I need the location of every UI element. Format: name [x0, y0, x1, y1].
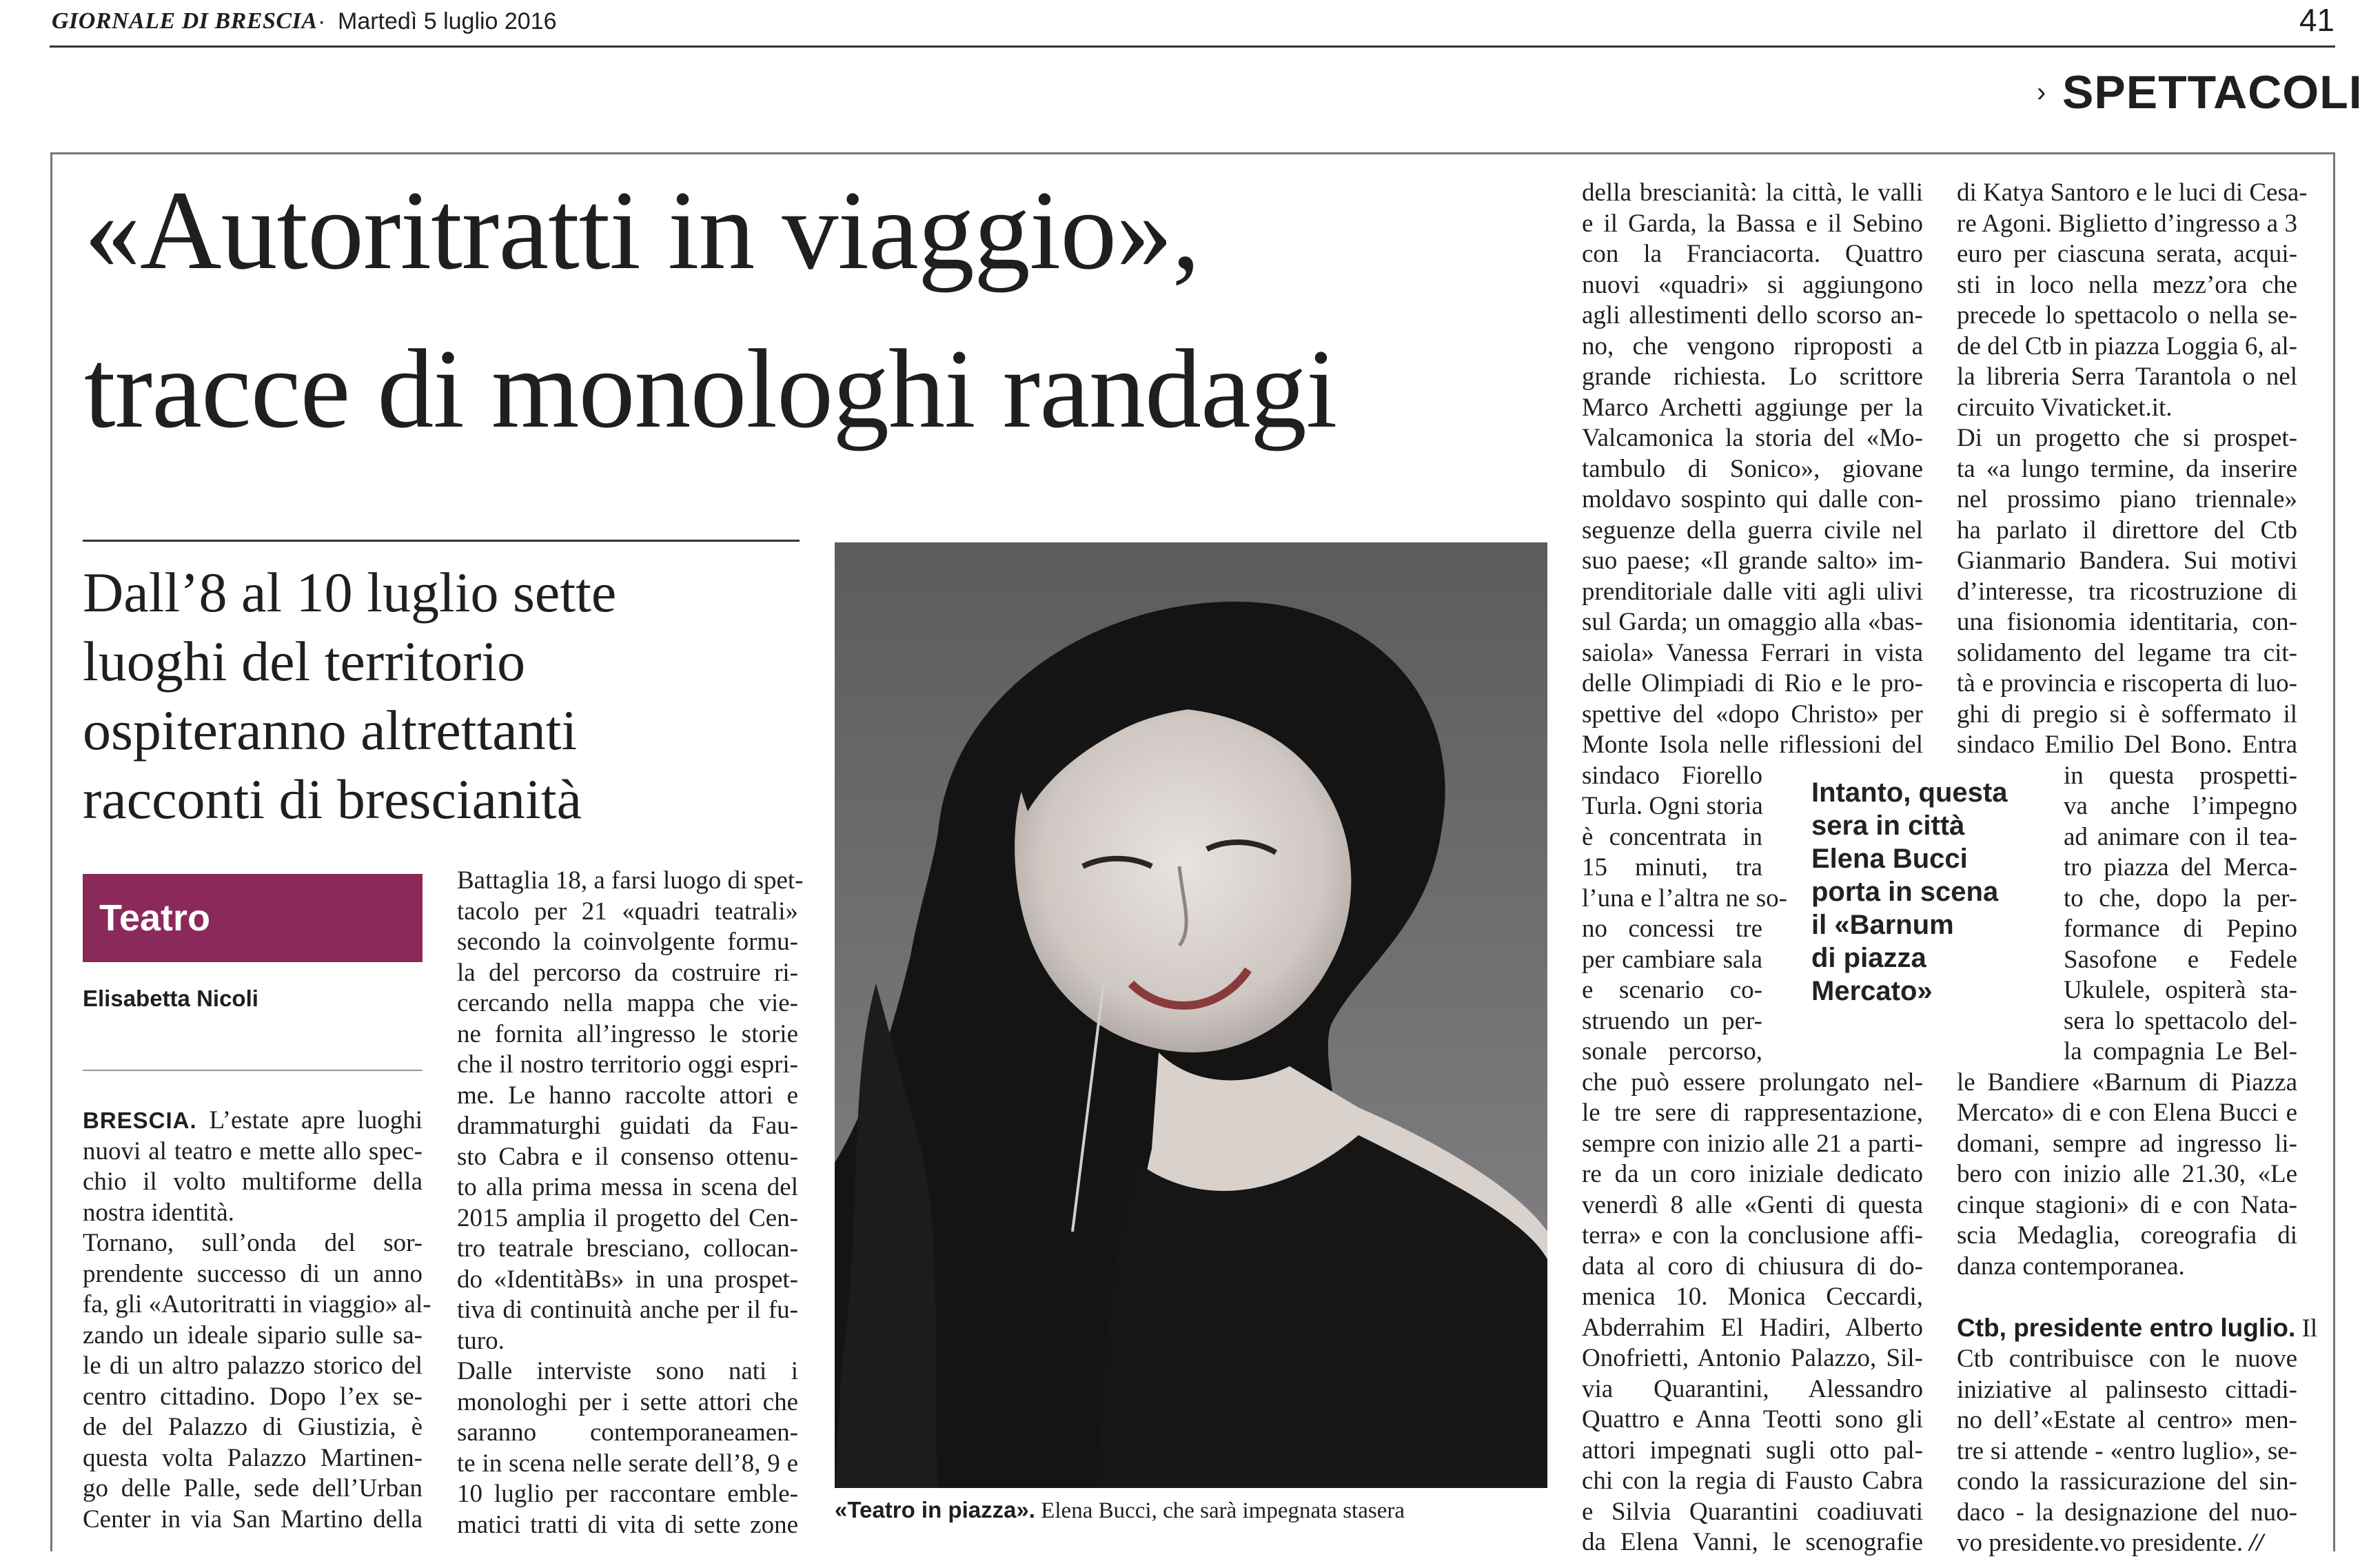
text-line: ha parlato il direttore del Ctb	[1957, 516, 2297, 544]
text-line: che il nostro territorio oggi espri-	[457, 1050, 798, 1079]
text-line: è concentrata in	[1582, 822, 1762, 851]
byline: Elisabetta Nicoli	[83, 986, 258, 1011]
article-column-2	[457, 866, 804, 1540]
text-line: domani, sempre ad ingresso li-	[1957, 1129, 2297, 1158]
text-line: solidamento del legame tra cit-	[1957, 638, 2297, 667]
text-line: tà e provincia e riscoperta di luo-	[1957, 669, 2297, 697]
text-line: 15 minuti, tra	[1582, 853, 1762, 882]
text-line: go delle Palle, sede dell’Urban	[83, 1474, 423, 1502]
byline-rule	[83, 1070, 423, 1071]
text-line: della brescianità: la città, le valli	[1582, 179, 1923, 207]
text-line: Marco Archetti aggiunge per la	[1582, 393, 1923, 422]
caption-text: Elena Bucci, che sarà impegnata stasera	[1035, 1498, 1405, 1523]
text-line: Center in via San Martino della	[83, 1505, 423, 1533]
text-line: prendente successo di un anno	[83, 1259, 423, 1288]
subheadline-line: ospiteranno altrettanti	[83, 699, 578, 762]
text-line: le di un altro palazzo storico del	[83, 1352, 423, 1380]
text-line: centro cittadino. Dopo l’ex se-	[83, 1382, 423, 1411]
text-span: vo presidente.	[2099, 1529, 2250, 1557]
text-line: moldavo sospinto qui dalle con-	[1582, 485, 1923, 513]
text-line: venerdì 8 alle «Genti di questa	[1582, 1190, 1923, 1219]
text-line: agli allestimenti dello scorso an-	[1582, 301, 1923, 329]
text-line: prenditoriale dalle viti agli ulivi	[1582, 577, 1923, 606]
text-line: di Katya Santoro e le luci di Cesa-	[1957, 179, 2308, 207]
text-line: no concessi tre	[1582, 915, 1762, 943]
text-line: Dalle interviste sono nati i	[457, 1357, 798, 1385]
text-line: terra» e con la conclusione affi-	[1582, 1221, 1923, 1250]
text-line: sti in loco nella mezz’ora che	[1957, 270, 2297, 299]
text-line: bero con inizio alle 21.30, «Le	[1957, 1160, 2297, 1188]
text-line: tacolo per 21 «quadri teatrali»	[457, 897, 798, 926]
text-line: re da un coro iniziale dedicato	[1582, 1160, 1923, 1188]
headline-line: tracce di monologhi randagi	[84, 327, 1337, 451]
text-line: attori impegnati sugli otto pal-	[1582, 1436, 1923, 1465]
text-line: le Bandiere «Barnum di Piazza	[1957, 1068, 2297, 1097]
text-line: monologhi per i sette attori che	[457, 1387, 798, 1416]
text-line: de del Ctb in piazza Loggia 6, al-	[1957, 332, 2297, 360]
page-number: 41	[2299, 2, 2335, 38]
text-line: l’una e l’altra ne so-	[1582, 884, 1787, 913]
paragraph-lead: Ctb, presidente entro luglio.	[1957, 1313, 2296, 1342]
header-rule	[50, 45, 2335, 48]
pull-quote-line: porta in scena	[1811, 877, 1999, 907]
text-line: delle Olimpiadi di Rio e le pro-	[1582, 669, 1923, 697]
text-line: nostra identità.	[83, 1198, 234, 1227]
section-title: SPETTACOLI	[2062, 66, 2363, 119]
text-line: te in scena nelle serate dell’8, 9 e	[457, 1449, 798, 1478]
text-line: le tre sere di rappresentazione,	[1582, 1099, 1923, 1127]
text-line: nel prossimo piano triennale»	[1957, 485, 2297, 513]
text-line: saranno contemporaneamen-	[457, 1418, 798, 1447]
text-line: to che, dopo la per-	[2064, 884, 2297, 913]
text-line: seguenze della guerra civile nel	[1582, 516, 1923, 544]
text-line: no, che vengono riproposti a	[1582, 332, 1923, 360]
text-line: nuovi al teatro e mette allo spec-	[83, 1137, 423, 1165]
text-line: ad animare con il tea-	[2064, 822, 2297, 851]
text-line: Valcamonica la storia del «Mo-	[1582, 424, 1923, 452]
dateline: BRESCIA.	[83, 1108, 197, 1133]
text-line: scia Medaglia, coreografia di	[1957, 1221, 2297, 1250]
text-line: sera lo spettacolo del-	[2064, 1006, 2297, 1035]
subheadline-line: luoghi del territorio	[83, 630, 526, 693]
text-line: e scenario co-	[1582, 976, 1762, 1004]
text-line: re Agoni. Biglietto d’ingresso a 3	[1957, 209, 2297, 238]
pull-quote-line: Intanto, questa	[1811, 777, 2008, 808]
text-line: vo presidente.vo presidente. //	[1957, 1529, 2264, 1557]
text-line: Ctb contribuisce con le nuove	[1957, 1345, 2297, 1373]
text-line	[83, 1105, 423, 1137]
text-line: la del percorso da costruire ri-	[457, 958, 798, 987]
issue-date: Martedì 5 luglio 2016	[338, 8, 557, 34]
text-line: tiva di continuità anche per il fu-	[457, 1296, 798, 1324]
text-line: ta «a lungo termine, da inserire	[1957, 454, 2297, 483]
subheadline-line: Dall’8 al 10 luglio sette	[83, 561, 617, 624]
text-line: formance di Pepino	[2064, 915, 2297, 943]
article-column-1	[83, 1105, 431, 1535]
text-line: va anche l’impegno	[2064, 792, 2297, 820]
text-line: to alla prima messa in scena del	[457, 1173, 798, 1201]
pull-quote	[1811, 776, 2039, 1008]
text-line: drammaturghi guidati da Fau-	[457, 1112, 798, 1140]
text-line: sindaco Fiorello	[1582, 761, 1762, 790]
text-line	[1957, 1313, 2318, 1345]
text-line: 10 luglio per raccontare emble-	[457, 1480, 798, 1508]
text-line: menica 10. Monica Ceccardi,	[1582, 1283, 1923, 1311]
text-line: d’interesse, tra ricostruzione di	[1957, 577, 2297, 606]
paragraph-gap	[1957, 1282, 2297, 1313]
text-line: fa, gli «Autoritratti in viaggio» al-	[83, 1290, 431, 1318]
text-line: me. Le hanno raccolte attori e	[457, 1081, 798, 1110]
text-line: sul Garda; un omaggio alla «bas-	[1582, 608, 1923, 636]
text-line: Turla. Ogni storia	[1582, 792, 1763, 820]
pull-quote-line: Mercato»	[1811, 976, 1933, 1006]
text-line: secondo la coinvolgente formu-	[457, 928, 798, 956]
text-line: una fisionomia identitaria, con-	[1957, 608, 2297, 636]
caption-title: «Teatro in piazza».	[835, 1497, 1035, 1522]
text-line: per cambiare sala	[1582, 945, 1762, 974]
text-line: suo paese; «Il grande salto» im-	[1582, 547, 1923, 575]
text-line: da Elena Vanni, le scenografie	[1582, 1528, 1923, 1556]
text-line: danza contemporanea.	[1957, 1252, 2185, 1281]
text-line: tro teatrale bresciano, collocan-	[457, 1234, 798, 1263]
text-line: sonale percorso,	[1582, 1037, 1762, 1066]
text-line: questa volta Palazzo Martinen-	[83, 1443, 423, 1472]
pull-quote-line: Elena Bucci	[1811, 844, 1968, 874]
pull-quote-line: di piazza	[1811, 943, 1926, 973]
section-tag: Teatro	[83, 874, 423, 962]
text-line: la libreria Serra Tarantola o nel	[1957, 363, 2297, 391]
text-line: precede lo spettacolo o nella se-	[1957, 301, 2297, 329]
text-line: do «IdentitàBs» in una prospet-	[457, 1265, 798, 1294]
text-line: grande richiesta. Lo scrittore	[1582, 363, 1923, 391]
text-line: struendo un per-	[1582, 1006, 1762, 1035]
photo-caption	[835, 1497, 1405, 1524]
text-line: in questa prospetti-	[2064, 761, 2297, 790]
text-line: cercando nella mappa che vie-	[457, 989, 798, 1017]
text-line: con la Franciacorta. Quattro	[1582, 240, 1923, 268]
text-line: Tornano, sull’onda del sor-	[83, 1229, 423, 1257]
text-line: la compagnia Le Bel-	[2064, 1037, 2297, 1066]
text-line: iniziative al palinsesto cittadi-	[1957, 1375, 2297, 1404]
text-line: circuito Vivaticket.it.	[1957, 393, 2173, 422]
text-line: no dell’«Estate al centro» men-	[1957, 1406, 2297, 1434]
article-photo	[835, 542, 1547, 1488]
text-line: Quattro e Anna Teotti sono gli	[1582, 1405, 1923, 1434]
text-line: saiola» Vanessa Ferrari in vista	[1582, 638, 1923, 667]
text-span: L’estate apre luoghi	[196, 1106, 423, 1134]
text-line: Battaglia 18, a farsi luogo di spet-	[457, 866, 804, 895]
text-line: tro piazza del Merca-	[2064, 853, 2297, 882]
text-line: Abderrahim El Hadiri, Alberto	[1582, 1313, 1923, 1342]
text-line: condo la rassicurazione del sin-	[1957, 1467, 2297, 1496]
text-line: e Silvia Quarantini coadiuvati	[1582, 1497, 1923, 1526]
subheadline-line: racconti di brescianità	[83, 768, 582, 831]
pull-quote-line: sera in città	[1811, 811, 1965, 841]
text-line: che può essere prolungato nel-	[1582, 1068, 1923, 1097]
text-line: Monte Isola nelle riflessioni del	[1582, 731, 1923, 759]
header-separator: ·	[318, 8, 326, 34]
text-line: chi con la regia di Fausto Cabra	[1582, 1467, 1923, 1495]
text-line: sto Cabra e il consenso ottenu-	[457, 1142, 798, 1171]
text-line: nuovi «quadri» si aggiungono	[1582, 270, 1923, 299]
text-line: matici tratti di vita di sette zone	[457, 1510, 798, 1539]
text-line: tambulo di Sonico», giovane	[1582, 454, 1923, 483]
text-line: chio il volto multiforme della	[83, 1168, 423, 1196]
text-line: ne fornita all’ingresso le storie	[457, 1019, 798, 1048]
text-line: via Quarantini, Alessandro	[1582, 1374, 1923, 1403]
text-line: Onofrietti, Antonio Palazzo, Sil-	[1582, 1344, 1923, 1372]
text-line: zando un ideale sipario sulle sa-	[83, 1321, 423, 1349]
text-line: ghi di pregio si è soffermato il	[1957, 700, 2297, 728]
pull-quote-line: il «Barnum	[1811, 910, 1954, 940]
text-line: sempre con inizio alle 21 a parti-	[1582, 1129, 1923, 1158]
text-line: daco - la designazione del nuo-	[1957, 1498, 2297, 1527]
headline-line: «Autoritratti in viaggio»,	[84, 168, 1200, 293]
text-line: cinque stagioni» di e con Nata-	[1957, 1190, 2297, 1219]
text-line: Gianmario Bandera. Sui motivi	[1957, 547, 2297, 575]
text-line: Mercato» di e con Elena Bucci e	[1957, 1099, 2297, 1127]
text-line: data al coro di chiusura di do-	[1582, 1252, 1923, 1281]
text-line: euro per ciascuna serata, acqui-	[1957, 240, 2297, 268]
text-line: e il Garda, la Bassa e il Sebino	[1582, 209, 1923, 238]
text-line: turo.	[457, 1326, 505, 1355]
text-line: Di un progetto che si prospet-	[1957, 424, 2297, 452]
chevron-right-icon: ›	[2037, 77, 2046, 108]
text-line: Sasofone e Fedele	[2064, 945, 2297, 974]
text-line: spettive del «dopo Christo» per	[1582, 700, 1923, 728]
text-line: 2015 amplia il progetto del Cen-	[457, 1203, 798, 1232]
subheadline-rule	[83, 540, 800, 542]
text-line: sindaco Emilio Del Bono. Entra	[1957, 731, 2297, 759]
text-line: Ukulele, ospiterà sta-	[2064, 976, 2297, 1004]
text-line: de del Palazzo di Giustizia, è	[83, 1413, 423, 1441]
masthead: GIORNALE DI BRESCIA	[52, 8, 318, 34]
end-mark: //	[2249, 1529, 2264, 1557]
text-span: Il	[2295, 1314, 2318, 1343]
text-line: tre si attende - «entro luglio», se-	[1957, 1436, 2297, 1465]
